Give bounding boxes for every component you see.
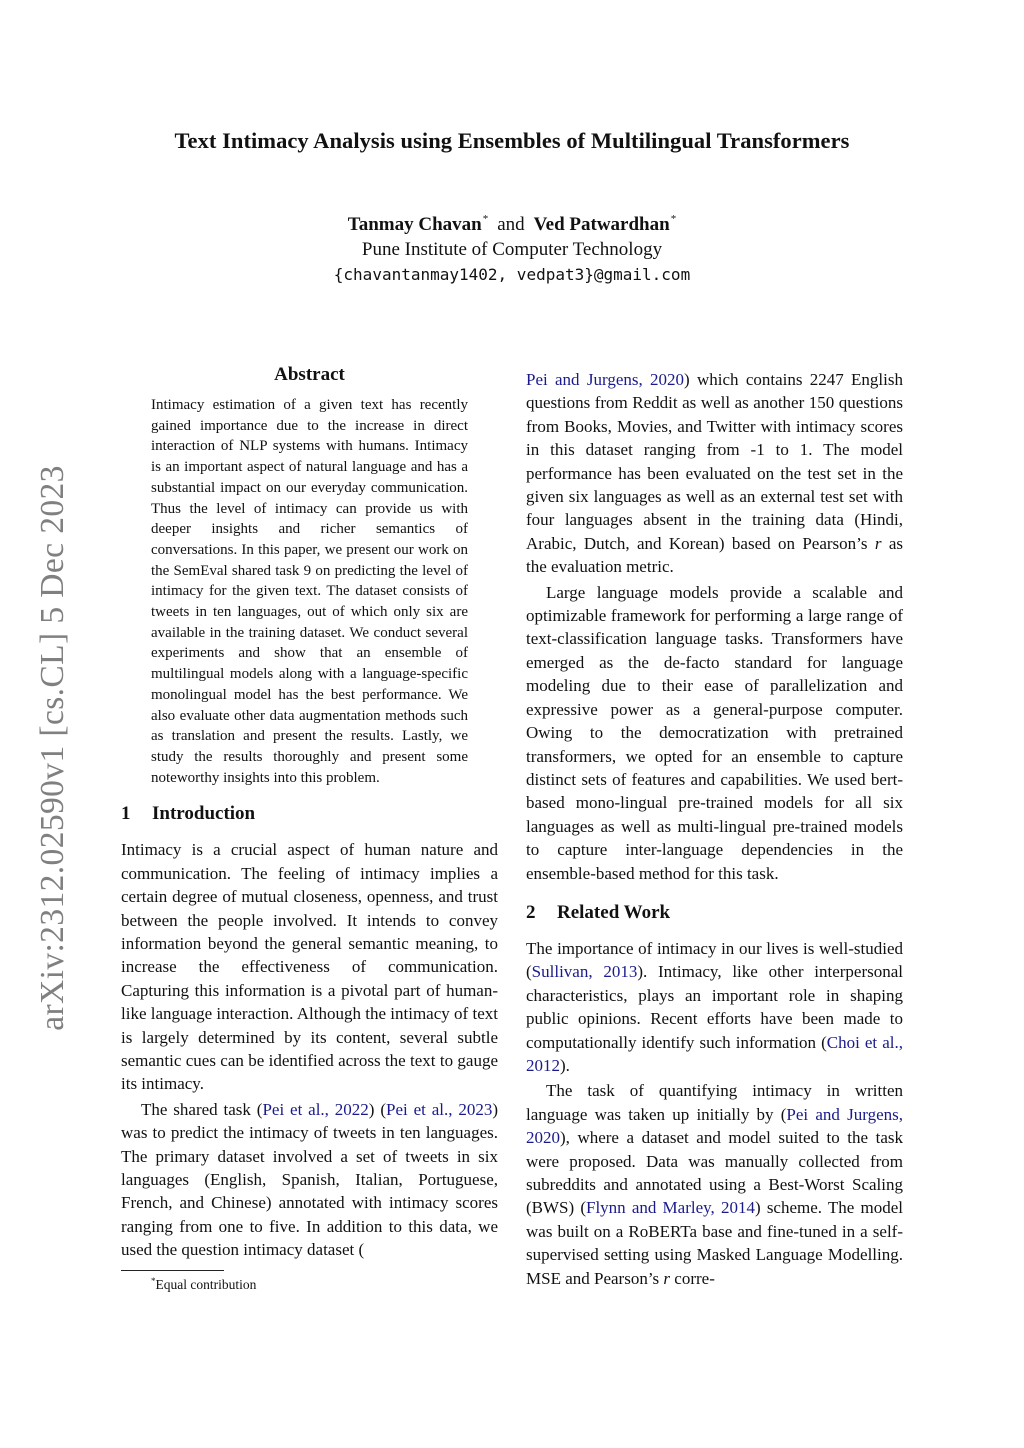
footnote xyxy=(121,1276,498,1293)
author-name: Ved Patwardhan xyxy=(533,214,670,235)
text-run: ) which contains 2247 English questions from Reddit as well as another 150 questions from Books, Movies, and Twitter with intimacy scores in this dataset ranging from -1 to 1. The model performance has been evaluated on the test set in the given six languages as well as an external test set with four languages absent in the training data (Hindi, Arabic, Dutch, and Korean) based on Pearson’s xyxy=(526,370,903,553)
section-number: 1 xyxy=(121,803,131,825)
author-block xyxy=(0,207,1024,287)
pearson-r: r xyxy=(663,1268,671,1288)
text-run: ). Intimacy, like other interpersonal characteristics, plays an important role in shaping public opinions. Recent efforts have been made to computationally identify such information ( xyxy=(526,962,903,1052)
footnote-mark: * xyxy=(151,1275,156,1286)
intro-paragraph-1: Intimacy is a crucial aspect of human nature and communication. The feeling of intimacy implies a certain degree of mutual closeness, openness, and trust between the people involved. It intends to convey information beyond the general semantic meaning, to increase the effectiveness of communication. Capturing this information is a pivotal part of human-like language interaction. Although the intimacy of text is largely determined by its content, several subtle semantic cues can be identified across the text to gauge its intimacy. xyxy=(121,840,498,1094)
section-heading-introduction xyxy=(121,803,498,825)
abstract-heading: Abstract xyxy=(274,364,345,385)
intro-paragraph-3: Large language models provide a scalable and optimizable framework for performing a large range of text-classification language tasks. Transformers have emerged as the de-facto standard for language modeling due to their ease of parallelization and expressive power as a general-purpose computer. Owing to the democratization with pretrained transformers, we opted for an ensemble to capture distinct sets of features and capabilities. We used bert-based mono-lingual pre-trained models for all six languages as well as multi-lingual pre-trained models to capture inter-language dependencies in the ensemble-based method for this task. xyxy=(526,582,903,883)
citation-link[interactable]: Pei et al., 2022 xyxy=(262,1099,369,1119)
author-name: Tanmay Chavan xyxy=(347,214,482,235)
section-heading-related-work xyxy=(526,902,903,924)
citation-link[interactable]: Pei et al., 2023 xyxy=(385,1099,493,1119)
left-column xyxy=(121,364,498,1293)
intro-paragraph-2-continued xyxy=(526,368,903,579)
abstract-text: Intimacy estimation of a given text has recently gained importance due to the increase in direct interaction of NLP systems with humans. Intimacy is an important aspect of natural language and has a substantial impact on our everyday communication. Thus the level of intimacy can provide us with deeper insights and richer semantics of conversations. In this paper, we present our work on the SemEval shared task 9 on predicting the level of intimacy for the given text. The dataset consists of tweets in ten languages, out of which only six are available in the training dataset. We conduct several experiments and show that an ensemble of multilingual models along with a language-specific monolingual model has the best performance. We also evaluate other data augmentation methods such as translation and present the results. Lastly, we study the results thoroughly and present some noteworthy insights into this problem. xyxy=(151,397,468,786)
citation-link[interactable]: Pei and Jurgens, 2020 xyxy=(526,370,685,389)
text-run: The shared task ( xyxy=(141,1099,263,1119)
related-paragraph-1 xyxy=(526,937,903,1077)
arxiv-identifier[interactable]: arXiv:2312.02590v1 [cs.CL] 5 Dec 2023 xyxy=(34,465,71,1031)
author-mark: * xyxy=(670,213,677,225)
citation-link[interactable]: Flynn and Marley, 2014 xyxy=(586,1198,755,1218)
text-run: ). xyxy=(560,1055,570,1075)
text-run: The importance of intimacy in our lives is well-studied ( xyxy=(526,938,903,982)
text-run: The task of quantifying intimacy in written language was taken up initially by ( xyxy=(526,1081,903,1124)
citation-link[interactable]: Choi et al., 2012 xyxy=(526,1032,904,1075)
text-run: as the evaluation metric. xyxy=(526,533,903,577)
related-paragraph-2 xyxy=(526,1079,903,1290)
section-title: Introduction xyxy=(152,803,256,825)
text-run: ) ( xyxy=(368,1099,386,1119)
text-run: ) scheme. The model was built on a RoBERTa base and fine-tuned in a self-supervised setting using Masked Language Modelling. MSE and Pearson’s xyxy=(526,1198,903,1288)
section-number: 2 xyxy=(526,901,536,923)
author-mark: * xyxy=(482,213,489,225)
author-joiner: and xyxy=(497,214,525,235)
citation-link[interactable]: Sullivan, 2013 xyxy=(531,962,638,982)
paper-title: Text Intimacy Analysis using Ensembles of Multilingual Transformers xyxy=(174,128,850,153)
text-run: ), where a dataset and model suited to the task were proposed. Data was manually collected from subreddits and annotated using a Best-Worst Scaling (BWS) ( xyxy=(526,1128,903,1218)
text-run: ) was to predict the intimacy of tweets in ten languages. The primary dataset involved a set of tweets in six languages (English, Spanish, Italian, Portuguese, French, and Chinese) annotated with intimacy scores ranging from one to five. In addition to this data, we used the question intimacy dataset ( xyxy=(121,1099,499,1260)
footnote-divider xyxy=(121,1270,224,1271)
intro-paragraph-2 xyxy=(121,1098,498,1262)
section-title: Related Work xyxy=(557,901,671,923)
author-line xyxy=(0,207,1024,237)
citation-link[interactable]: Pei and Jurgens, 2020 xyxy=(526,1104,903,1148)
affiliation: Pune Institute of Computer Technology xyxy=(361,239,663,260)
right-column xyxy=(526,368,903,1290)
footnote-text: Equal contribution xyxy=(155,1276,257,1292)
pearson-r: r xyxy=(874,533,882,553)
email[interactable]: {chavantanmay1402, vedpat3}@gmail.com xyxy=(333,265,691,284)
text-run: corre- xyxy=(670,1268,715,1288)
